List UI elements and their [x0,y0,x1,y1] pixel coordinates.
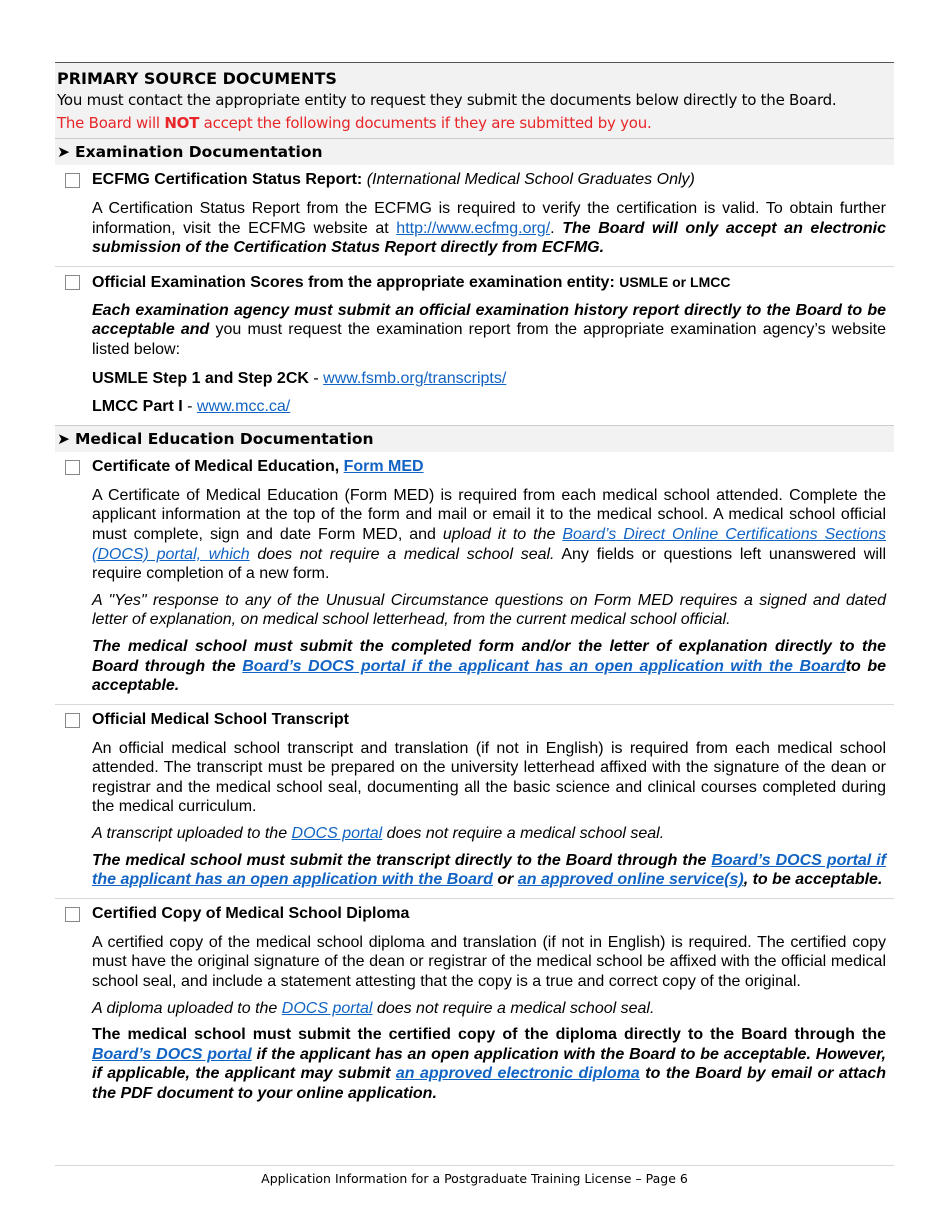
online-service-link[interactable]: an approved online service(s) [517,871,744,889]
item-note: (International Medical School Graduates Only) [366,171,695,188]
item-medical-school-transcript [55,704,894,898]
paragraph: The medical school must submit the transcript directly to the Board through the Board’s DOCS portal if the applicant has an open application with the Board or an approved online service(s), to be acceptable. [92,851,887,889]
section-medical-education-documentation: ➤ Medical Education Documentation [55,425,894,452]
paragraph: A certified copy of the medical school diploma and translation (if not in English) is required. The certified copy must have the original signature of the dean or registrar of the medical school be affixed with the official medical school seal, and include a statement attesting that the copy is a true and correct copy of the original. [92,933,886,991]
ecfmg-link[interactable]: http://www.ecfmg.org/ [396,219,551,237]
checkbox-diploma[interactable] [65,907,80,922]
item-title: Official Examination Scores from the appropriate examination entity: [92,273,620,291]
docs-portal-link[interactable]: DOCS portal [281,999,373,1017]
paragraph: An official medical school transcript and translation (if not in English) is required from each medical school attended. The transcript must be prepared on the university letterhead affixed with the signature of the dean or registrar and the medical school seal, documenting all the basic science and clinical courses completed during the medical curriculum. [92,739,886,816]
usmle-link[interactable]: www.fsmb.org/transcripts/ [323,369,507,387]
item-title: Certified Copy of Medical School Diploma [92,904,410,922]
item-title: Official Medical School Transcript [92,710,349,728]
item-ecfmg-report [55,165,894,266]
item-title: Certificate of Medical Education, [92,457,344,475]
primary-source-header [55,63,894,138]
item-medical-school-diploma [55,898,894,1112]
item-certificate-medical-education [55,452,894,704]
docs-portal-link[interactable]: Board’s DOCS portal [92,1045,252,1063]
page-title: PRIMARY SOURCE DOCUMENTS [57,69,337,88]
form-med-link[interactable]: Form MED [343,457,424,475]
docs-portal-link[interactable]: Board’s DOCS portal if the applicant has an open application with the Board [92,851,887,889]
electronic-diploma-link[interactable]: an approved electronic diploma [395,1065,640,1083]
usmle-line: USMLE Step 1 and Step 2CK - www.fsmb.org/transcripts/ [92,369,507,387]
paragraph: The medical school must submit the certified copy of the diploma directly to the Board through the Board’s DOCS portal if the applicant has an open application with the Board to be acceptable. However, if applicable, the applicant may submit an approved electronic diploma to the Board by email or attach the PDF document to your online application. [92,1026,887,1102]
checkbox-exam-scores[interactable] [65,275,80,290]
paragraph: A Certificate of Medical Education (Form MED) is required from each medical school attended. Complete the applicant information at the top of the form and mail or email it to the medical school. A medical school official must complete, sign and date Form MED, and upload it to the Board’s Direct Online Certifications Sections (DOCS) portal, which does not require a medical school seal. Any fields or questions left unanswered will require completion of a new form. [92,486,887,583]
lmcc-line: LMCC Part I - www.mcc.ca/ [92,398,291,416]
checkbox-form-med[interactable] [65,460,80,475]
paragraph: The medical school must submit the completed form and/or the letter of explanation directly to the Board through the Board’s DOCS portal if the applicant has an open application with the Boardto be acceptable. [92,637,887,695]
checkbox-transcript[interactable] [65,713,80,728]
page-footer: Application Information for a Postgraduate Training License – Page 6 [55,1165,894,1186]
paragraph: A diploma uploaded to the DOCS portal does not require a medical school seal. [92,999,655,1017]
checkbox-ecfmg[interactable] [65,173,80,188]
document-page [55,62,894,1112]
arrow-right-icon: ➤ [57,143,70,161]
paragraph: A "Yes" response to any of the Unusual Circumstance questions on Form MED requires a signed and dated letter of explanation, on medical school letterhead, from the current medical school official. [92,591,886,629]
docs-portal-link[interactable]: Board’s DOCS portal if the applicant has an open application with the Board [242,657,846,675]
item-exam-scores: Official Examination Scores from the appropriate examination entity: USMLE or LMCC Each examination agency must submit an official examination history report directly to the Board to be acceptable and you must request the examination report from the appropriate examination agency’s website listed below: USMLE Step 1 and Step 2CK - www.fsmb.org/transcripts/ LMCC Part I - www.mcc.ca/ [55,266,894,425]
docs-portal-link[interactable]: DOCS portal [291,825,383,843]
header-instruction: You must contact the appropriate entity to request they submit the documents below directly to the Board. [57,91,837,109]
section-examination-documentation: ➤ Examination Documentation [55,138,894,165]
paragraph: A transcript uploaded to the DOCS portal does not require a medical school seal. [92,825,665,843]
header-warning: The Board will NOT accept the following documents if they are submitted by you. [57,114,652,132]
item-title: ECFMG Certification Status Report: [92,171,363,188]
paragraph: A Certification Status Report from the ECFMG is required to verify the certification is valid. To obtain further information, visit the ECFMG website at http://www.ecfmg.org/. The Board will only accept an electronic submission of the Certification Status Report directly from ECFMG. [92,200,887,257]
docs-portal-link[interactable]: Board’s Direct Online Certifications Sections (DOCS) portal, which [92,525,886,563]
lmcc-link[interactable]: www.mcc.ca/ [196,398,291,416]
not-emphasis: NOT [164,114,200,132]
paragraph: Each examination agency must submit an official examination history report directly to the Board to be acceptable and you must request the examination report from the appropriate examination agency’s website listed below: [92,301,887,358]
arrow-right-icon: ➤ [57,429,70,448]
